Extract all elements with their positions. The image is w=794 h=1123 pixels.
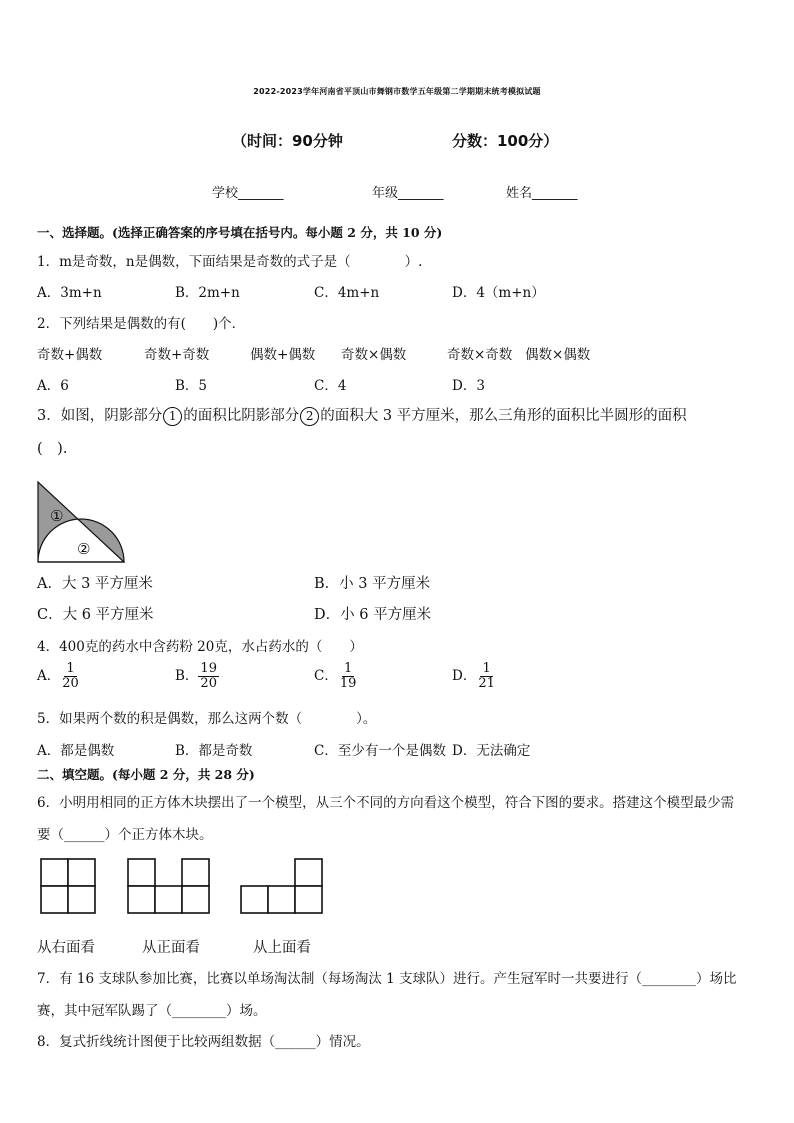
q2-item: 奇数×奇数 (447, 347, 513, 363)
q3-stem-part: 的面积比阴影部分 (183, 408, 300, 424)
top-view-grid (241, 859, 322, 913)
q5-stem: 5．如果两个数的积是偶数，那么这两个数（ ）。 (37, 711, 377, 727)
q4-option-a (37, 662, 81, 691)
view-top-caption: 从上面看 (253, 940, 311, 956)
fraction (60, 662, 81, 691)
denominator: 19 (339, 676, 357, 691)
grade-field: 年级_______ (372, 186, 444, 201)
region-label-1: ① (50, 507, 64, 525)
q1-option-d: D．4（m+n） (452, 285, 545, 301)
q3-option-d: D．小 6 平方厘米 (314, 607, 432, 623)
q2-item: 偶数+偶数 (250, 347, 316, 363)
numerator: 1 (343, 661, 353, 676)
option-label: B． (175, 668, 199, 684)
denominator: 20 (200, 676, 217, 691)
q3-stem-end: ( ). (37, 441, 68, 457)
q3-option-c: C．大 6 平方厘米 (37, 607, 154, 623)
fraction (338, 662, 359, 691)
q2-stem: 2．下列结果是偶数的有( )个． (37, 316, 246, 332)
q4-option-c (314, 662, 358, 691)
page-title: 2022-2023学年河南省平顶山市舞钢市数学五年级第二学期期末统考模拟试题 (253, 87, 541, 96)
circle-number-1: 1 (163, 407, 182, 426)
section-choice-heading: 一、选择题。(选择正确答案的序号填在括号内。每小题 2 分，共 10 分) (37, 225, 443, 240)
q3-stem-part: 3．如图，阴影部分 (37, 408, 163, 424)
q2-option-a: A．6 (37, 378, 69, 394)
q3-option-a: A．大 3 平方厘米 (37, 576, 153, 592)
q4-option-b (175, 662, 219, 691)
q6-views-figure (38, 856, 328, 918)
denominator: 21 (478, 676, 495, 691)
q3-option-b: B．小 3 平方厘米 (314, 576, 431, 592)
option-label: D． (452, 668, 477, 684)
q5-option-b: B．都是奇数 (175, 743, 253, 759)
view-front-caption: 从正面看 (142, 940, 200, 956)
name-field: 姓名_______ (506, 186, 578, 201)
q2-option-d: D．3 (452, 378, 485, 394)
q4-stem: 4．400克的药水中含药粉 20克，水占药水的（ ） (37, 639, 363, 655)
time-label: （时间：90分钟 (232, 132, 343, 150)
q5-option-c: C．至少有一个是偶数 (314, 743, 446, 759)
q3-figure (36, 478, 128, 566)
q2-option-b: B．5 (175, 378, 208, 394)
numerator: 19 (200, 661, 217, 676)
q2-option-c: C．4 (314, 378, 347, 394)
q1-stem: 1．m是奇数，n是偶数，下面结果是奇数的式子是（ ）. (37, 254, 423, 270)
q4-option-d (452, 662, 497, 691)
q6-line1: 6．小明用相同的正方体木块摆出了一个模型，从三个不同的方向看这个模型，符合下图的要求。搭建这个模型最少需 (37, 795, 735, 811)
fraction (476, 662, 497, 691)
q3-stem (37, 404, 687, 426)
q2-item: 奇数+偶数 (37, 347, 103, 363)
score-label: 分数：100分） (452, 132, 559, 150)
section-fill-heading: 二、填空题。(每小题 2 分，共 28 分) (37, 767, 255, 782)
q7-line1: 7．有 16 支球队参加比赛，比赛以单场淘汰制（每场淘汰 1 支球队）进行。产生冠军时一共要进行（________）场比 (37, 971, 737, 987)
q1-option-b: B．2m+n (175, 285, 240, 301)
q2-item: 奇数+奇数 (144, 347, 210, 363)
q5-option-d: D．无法确定 (452, 743, 531, 759)
numerator: 1 (66, 661, 75, 676)
q8-line1: 8．复式折线统计图便于比较两组数据（______）情况。 (37, 1034, 370, 1050)
view-right-caption: 从右面看 (37, 940, 95, 956)
school-field: 学校_______ (212, 186, 284, 201)
fraction (198, 662, 219, 691)
option-label: A． (37, 668, 61, 684)
right-view-grid (41, 859, 95, 913)
q2-item: 偶数×偶数 (525, 347, 591, 363)
circle-number-2: 2 (300, 407, 319, 426)
option-label: C． (314, 668, 338, 684)
q6-line2: 要（______）个正方体木块。 (37, 827, 213, 843)
q7-line2: 赛，其中冠军队踢了（________）场。 (37, 1003, 267, 1019)
q2-item: 奇数×偶数 (341, 347, 407, 363)
denominator: 20 (62, 676, 79, 691)
numerator: 1 (482, 661, 491, 676)
q3-stem-part: 的面积大 3 平方厘米，那么三角形的面积比半圆形的面积 (320, 408, 687, 424)
q5-option-a: A．都是偶数 (37, 743, 115, 759)
q1-option-c: C．4m+n (314, 285, 380, 301)
q1-option-a: A．3m+n (37, 285, 102, 301)
front-view-grid (128, 859, 209, 913)
region-label-2: ② (77, 540, 91, 558)
